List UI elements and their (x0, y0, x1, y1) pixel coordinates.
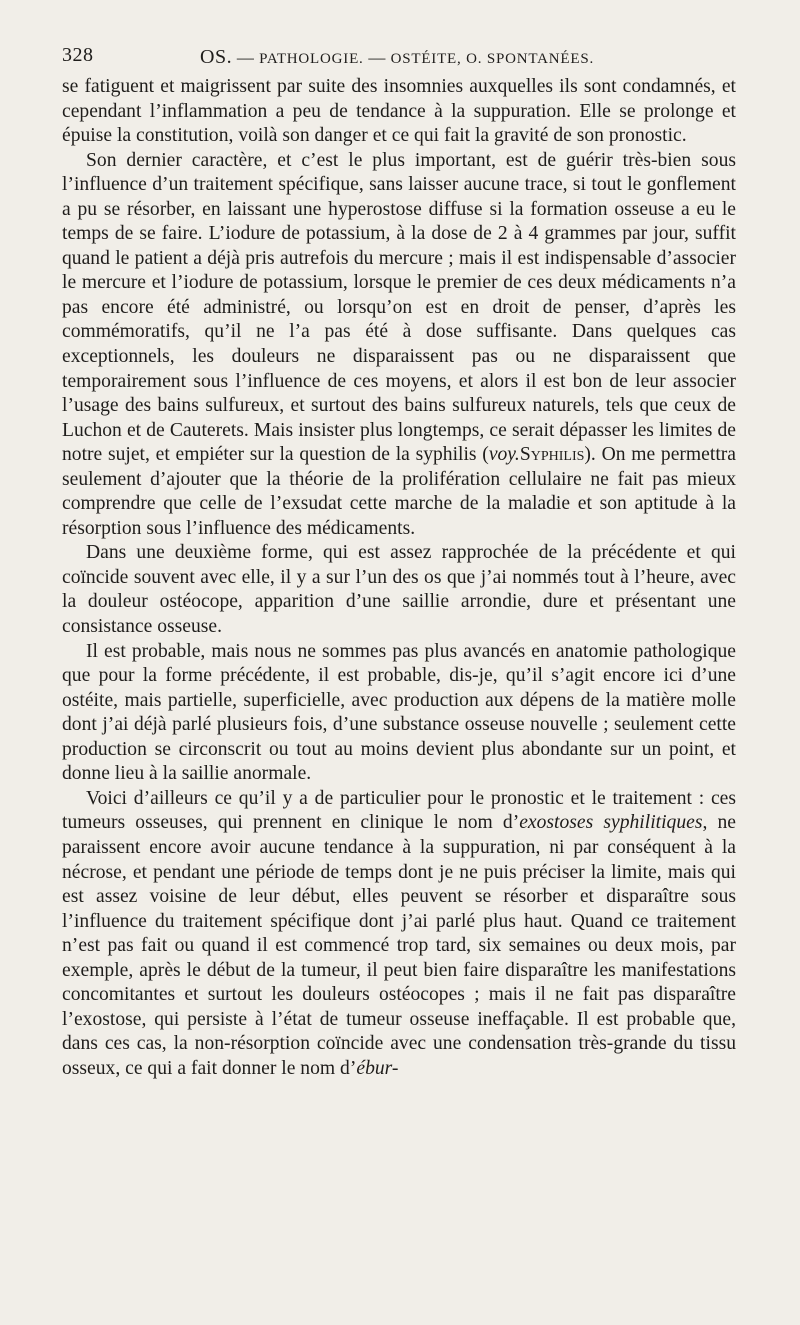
running-head-pathologie: PATHOLOGIE. (259, 51, 364, 67)
running-head-dash-1: — (232, 48, 260, 67)
paragraph-5-part-a: Voici d’ailleurs ce qu’il y a de particulier pour le pronostic et le traitement : ces tumeurs osseuses, qui prennent en clinique le nom d’ (62, 787, 736, 834)
paragraph-2-part-b: ). On me permettra seulement d’ajouter que la théorie de la prolifération cellulaire ne fait pas mieux comprendre que celle de l’exsudat cette marche de la maladie et son aptitude à la résorption sous l’influence des médicaments. (62, 444, 736, 539)
paragraph-5-part-b: , ne paraissent encore avoir aucune tendance à la suppuration, ni par conséquent à la nécrose, et pendant une période de temps dont je ne puis préciser la limite, mais qui est assez voisine de leur début, elles peuvent se résorber et disparaître sous l’influence du traitement spécifique dont j’ai parlé plus haut. Quand ce traitement n’est pas fait ou quand il est commencé trop tard, six semaines ou deux mois, par exemple, après le début de la tumeur, il peut bien faire disparaître les manifestations concomitantes et surtout les douleurs ostéocopes ; mais il ne fait pas disparaître l’exostose, qui persiste à l’état de tumeur osseuse ineffaçable. Il est probable que, dans ces cas, la non-résorption coïncide avec une condensation très-grande du tissu osseux, ce qui a fait donner le nom d’ (62, 812, 736, 1079)
syphilis-cross-reference: Syphilis (519, 444, 585, 466)
running-head-dash-2: — (363, 48, 391, 67)
italic-term-exostoses: exostoses syphilitiques (519, 812, 703, 834)
running-head-os: OS. (200, 46, 233, 68)
voy-abbreviation: voy. (488, 444, 520, 466)
running-head-topic: OSTÉITE, O. SPONTANÉES. (390, 51, 595, 67)
running-header (62, 44, 736, 72)
paragraph-1: se fatiguent et maigrissent par suite des insomnies auxquelles ils sont condamnés, et cependant l’inflammation a peu de tendance à la suppuration. Elle se prolonge et épuise la constitution, voilà son danger et ce qui fait la gravité de son pronostic. (62, 76, 736, 147)
italic-term-ebur: ébur- (356, 1057, 399, 1079)
body-text (62, 75, 736, 1081)
paragraph-2 (62, 149, 736, 542)
running-head-title (200, 46, 594, 69)
paragraph-3: Dans une deuxième forme, qui est assez rapprochée de la précédente et qui coïncide souvent avec elle, il y a sur l’un des os que j’ai nommés tout à l’heure, avec la douleur ostéocope, apparition d’une saillie arrondie, dure et présentant une consistance osseuse. (62, 542, 736, 638)
page-number: 328 (62, 44, 94, 66)
paragraph-2-part-a: Son dernier caractère, et c’est le plus important, est de guérir très-bien sous l’influence d’un traitement spécifique, sans laisser aucune trace, si tout le gonflement a pu se résorber, en laissant une hyperostose diffuse si la formation osseuse a eu le temps de se faire. L’iodure de potassium, à la dose de 2 à 4 grammes par jour, suffit quand le patient a déjà pris autrefois du mercure ; mais il est indispensable d’associer le mercure et l’iodure de potassium, lorsque le premier de ces deux médicaments n’a pas encore été administré, ou lorsqu’on est en droit de penser, d’après les commémoratifs, qu’il ne l’a pas été à dose suffisante. Dans quelques cas exceptionnels, les douleurs ne disparaissent pas ou ne disparaissent que temporairement sous l’influence de ces moyens, et alors il est bon de leur associer l’usage des bains sulfureux, et surtout des bains sulfureux naturels, tels que ceux de Luchon et de Cauterets. Mais insister plus longtemps, ce serait dépasser les limites de notre sujet, et empiéter sur la question de la syphilis ( (62, 149, 736, 466)
paragraph-5 (62, 787, 736, 1082)
paragraph-4: Il est probable, mais nous ne sommes pas plus avancés en anatomie pathologique que pour la forme précédente, il est probable, dis-je, qu’il s’agit encore ici d’une ostéite, mais partielle, superficielle, avec production aux dépens de la matière molle dont j’ai déjà parlé plusieurs fois, d’une substance osseuse nouvelle ; seulement cette production se circonscrit ou tout au moins devient plus abondante sur un point, et donne lieu à la saillie anormale. (62, 640, 736, 785)
